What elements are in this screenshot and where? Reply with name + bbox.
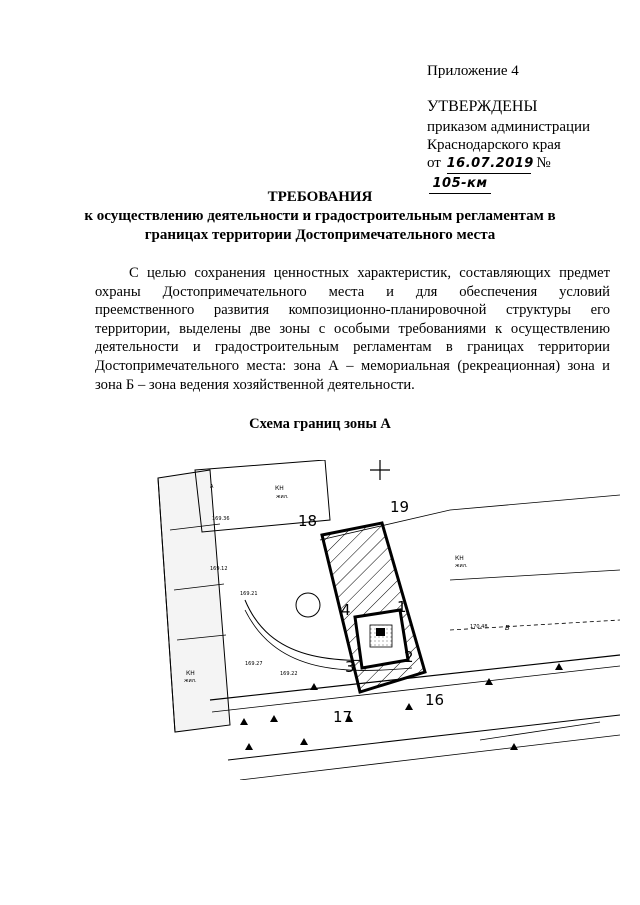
title-line-3: границах территории Достопримечательного места [144, 227, 496, 243]
paragraph-line: С целью сохранения ценностных характеристик, составляющих предмет [129, 265, 610, 281]
order-number: 105-км [429, 175, 491, 194]
paragraph-line: зона Б – зона ведения хозяйственной деятельности. [95, 376, 415, 393]
point-2: 2 [404, 648, 414, 666]
point-4: 4 [341, 601, 351, 619]
map-label-zhil: жил. [276, 494, 289, 500]
number-label: № [536, 155, 551, 171]
paragraph-line: деятельности и градостроительным регламентам в границах территории [95, 339, 610, 356]
map-label-a: А [210, 484, 214, 490]
paragraph-line: Достопримечательного места: зона А – мемориальная (рекреационная) зона и [95, 357, 610, 374]
approved-line-1: приказом администрации [427, 119, 591, 135]
building-left [158, 470, 230, 732]
paragraph [95, 264, 610, 394]
appendix-label: Приложение 4 [427, 63, 519, 79]
map-label-kn: КН [455, 555, 464, 562]
scheme-title: Схема границ зоны А [249, 416, 391, 432]
round-marker [296, 593, 320, 617]
title-main: ТРЕБОВАНИЯ [267, 189, 373, 205]
point-18: 18 [298, 512, 318, 530]
point-17: 17 [333, 708, 353, 726]
approved-line-2: Краснодарского края [427, 137, 561, 153]
map-label-kn: КН [186, 670, 195, 677]
elevation-label: 169.21 [240, 591, 258, 597]
monument-core [376, 628, 385, 636]
elevation-label: 170.48 [470, 624, 488, 630]
elevation-label: 169.12 [210, 566, 228, 572]
paragraph-line: охраны Достопримечательного места и для обеспечения условий [95, 283, 610, 300]
map-label-zhil: жил. [455, 563, 468, 569]
order-date: 16.07.2019 [447, 155, 531, 174]
title-line-2: к осуществлению деятельности и градостроительным регламентам в [84, 208, 556, 224]
from-label: от [427, 155, 441, 171]
map-label-kn: КН [275, 485, 284, 492]
point-3: 3 [345, 658, 355, 676]
elevation-label: 169.22 [280, 671, 298, 677]
order-date-line [427, 154, 617, 191]
point-19: 19 [390, 498, 410, 516]
road-lines [210, 460, 620, 780]
map-label-b: В [505, 624, 510, 632]
map-label-zhil: жил. [184, 678, 197, 684]
point-16: 16 [425, 691, 445, 709]
elevation-label: 169.27 [245, 661, 263, 667]
zone-map [150, 460, 620, 780]
paragraph-line: преемственного развития композиционно-планировочной структуры его [95, 302, 610, 319]
approved-label: УТВЕРЖДЕНЫ [427, 98, 538, 115]
elevation-label: 169.36 [212, 516, 230, 522]
point-1: 1 [397, 598, 407, 616]
paragraph-line: территории, выделены две зоны с особыми требованиями к осуществлению [95, 320, 610, 337]
